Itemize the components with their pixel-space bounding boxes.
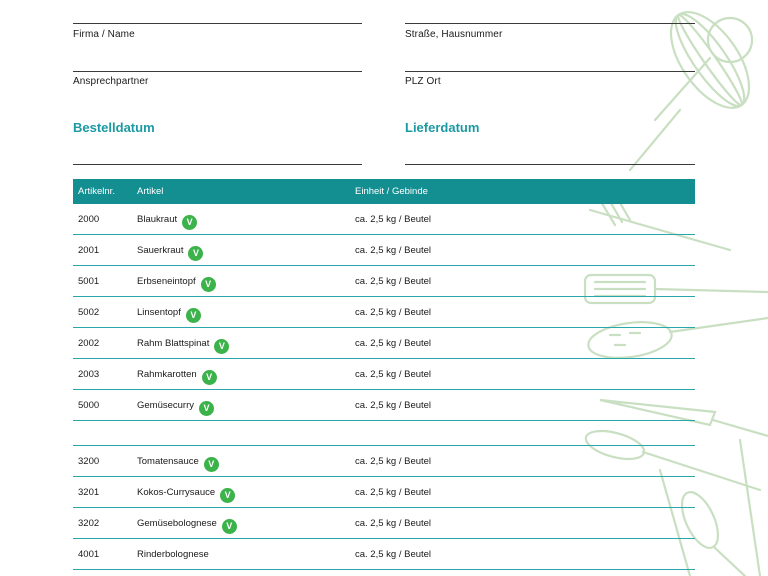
article-name: Gemüsecurry [137, 400, 195, 411]
vegetarian-badge-icon: V [202, 370, 217, 385]
article-name: Sauerkraut [137, 245, 184, 256]
unit-package: ca. 2,5 kg / Beutel [355, 549, 432, 560]
unit-package: ca. 2,5 kg / Beutel [355, 456, 432, 467]
article-name-cell [137, 400, 214, 416]
unit-package: ca. 2,5 kg / Beutel [355, 400, 432, 411]
unit-package: ca. 2,5 kg / Beutel [355, 338, 432, 349]
article-number: 3202 [78, 518, 100, 529]
header-unit: Einheit / Gebinde [355, 186, 428, 197]
article-name: Rahmkarotten [137, 369, 197, 380]
delivery-date-line[interactable] [405, 164, 695, 165]
company-label: Firma / Name [73, 29, 135, 40]
table-row [73, 204, 695, 235]
vegetarian-badge-icon: V [186, 308, 201, 323]
article-number: 3201 [78, 487, 100, 498]
contact-line[interactable] [73, 71, 362, 72]
table-header [73, 179, 695, 204]
vegetarian-badge-icon: V [188, 246, 203, 261]
delivery-date-label: Lieferdatum [405, 120, 480, 135]
zip-city-line[interactable] [405, 71, 695, 72]
unit-package: ca. 2,5 kg / Beutel [355, 487, 432, 498]
table-row [73, 328, 695, 359]
whisk-icon [630, 0, 764, 170]
header-article-number: Artikelnr. [78, 186, 115, 197]
contact-label: Ansprechpartner [73, 76, 149, 87]
table-row [73, 508, 695, 539]
article-name-cell [137, 245, 203, 261]
article-name-cell [137, 276, 216, 292]
vegetarian-badge-icon: V [201, 277, 216, 292]
company-line[interactable] [73, 23, 362, 24]
table-row [73, 477, 695, 508]
article-number: 3200 [78, 456, 100, 467]
article-name: Rinderbolognese [137, 549, 209, 560]
table-row [73, 539, 695, 570]
table-row [73, 359, 695, 390]
vegetarian-badge-icon: V [182, 215, 197, 230]
order-date-line[interactable] [73, 164, 362, 165]
article-name: Gemüsebolognese [137, 518, 217, 529]
table-row [73, 390, 695, 421]
article-number: 2001 [78, 245, 100, 256]
article-name-cell [137, 338, 229, 354]
article-name: Linsentopf [137, 307, 181, 318]
unit-package: ca. 2,5 kg / Beutel [355, 214, 432, 225]
article-number: 2000 [78, 214, 100, 225]
table-row [73, 297, 695, 328]
article-number: 4001 [78, 549, 100, 560]
article-name-cell [137, 214, 197, 230]
vegetarian-badge-icon: V [214, 339, 229, 354]
zip-city-label: PLZ Ort [405, 76, 441, 87]
header-article: Artikel [137, 186, 164, 197]
article-name-cell [137, 307, 201, 323]
article-name: Kokos-Currysauce [137, 487, 216, 498]
article-name-cell [137, 549, 209, 560]
vegetarian-badge-icon: V [220, 488, 235, 503]
unit-package: ca. 2,5 kg / Beutel [355, 369, 432, 380]
article-name: Tomatensauce [137, 456, 199, 467]
table-row [73, 446, 695, 477]
table-row [73, 235, 695, 266]
vegetarian-badge-icon: V [222, 519, 237, 534]
table-row [73, 266, 695, 297]
article-name-cell [137, 456, 219, 472]
article-number: 2002 [78, 338, 100, 349]
article-name: Blaukraut [137, 214, 178, 225]
vegetarian-badge-icon: V [204, 457, 219, 472]
article-number: 5001 [78, 276, 100, 287]
article-name-cell [137, 518, 237, 534]
vegetarian-badge-icon: V [199, 401, 214, 416]
article-name: Rahm Blattspinat [137, 338, 210, 349]
unit-package: ca. 2,5 kg / Beutel [355, 307, 432, 318]
article-name: Erbseneintopf [137, 276, 196, 287]
article-name-cell [137, 487, 235, 503]
article-number: 2003 [78, 369, 100, 380]
unit-package: ca. 2,5 kg / Beutel [355, 518, 432, 529]
product-table [73, 179, 695, 570]
order-date-label: Bestelldatum [73, 120, 155, 135]
article-number: 5002 [78, 307, 100, 318]
street-label: Straße, Hausnummer [405, 29, 503, 40]
ladle-icon [655, 18, 752, 120]
unit-package: ca. 2,5 kg / Beutel [355, 245, 432, 256]
table-body [73, 204, 695, 570]
unit-package: ca. 2,5 kg / Beutel [355, 276, 432, 287]
article-name-cell [137, 369, 217, 385]
street-line[interactable] [405, 23, 695, 24]
article-number: 5000 [78, 400, 100, 411]
table-row [73, 421, 695, 446]
